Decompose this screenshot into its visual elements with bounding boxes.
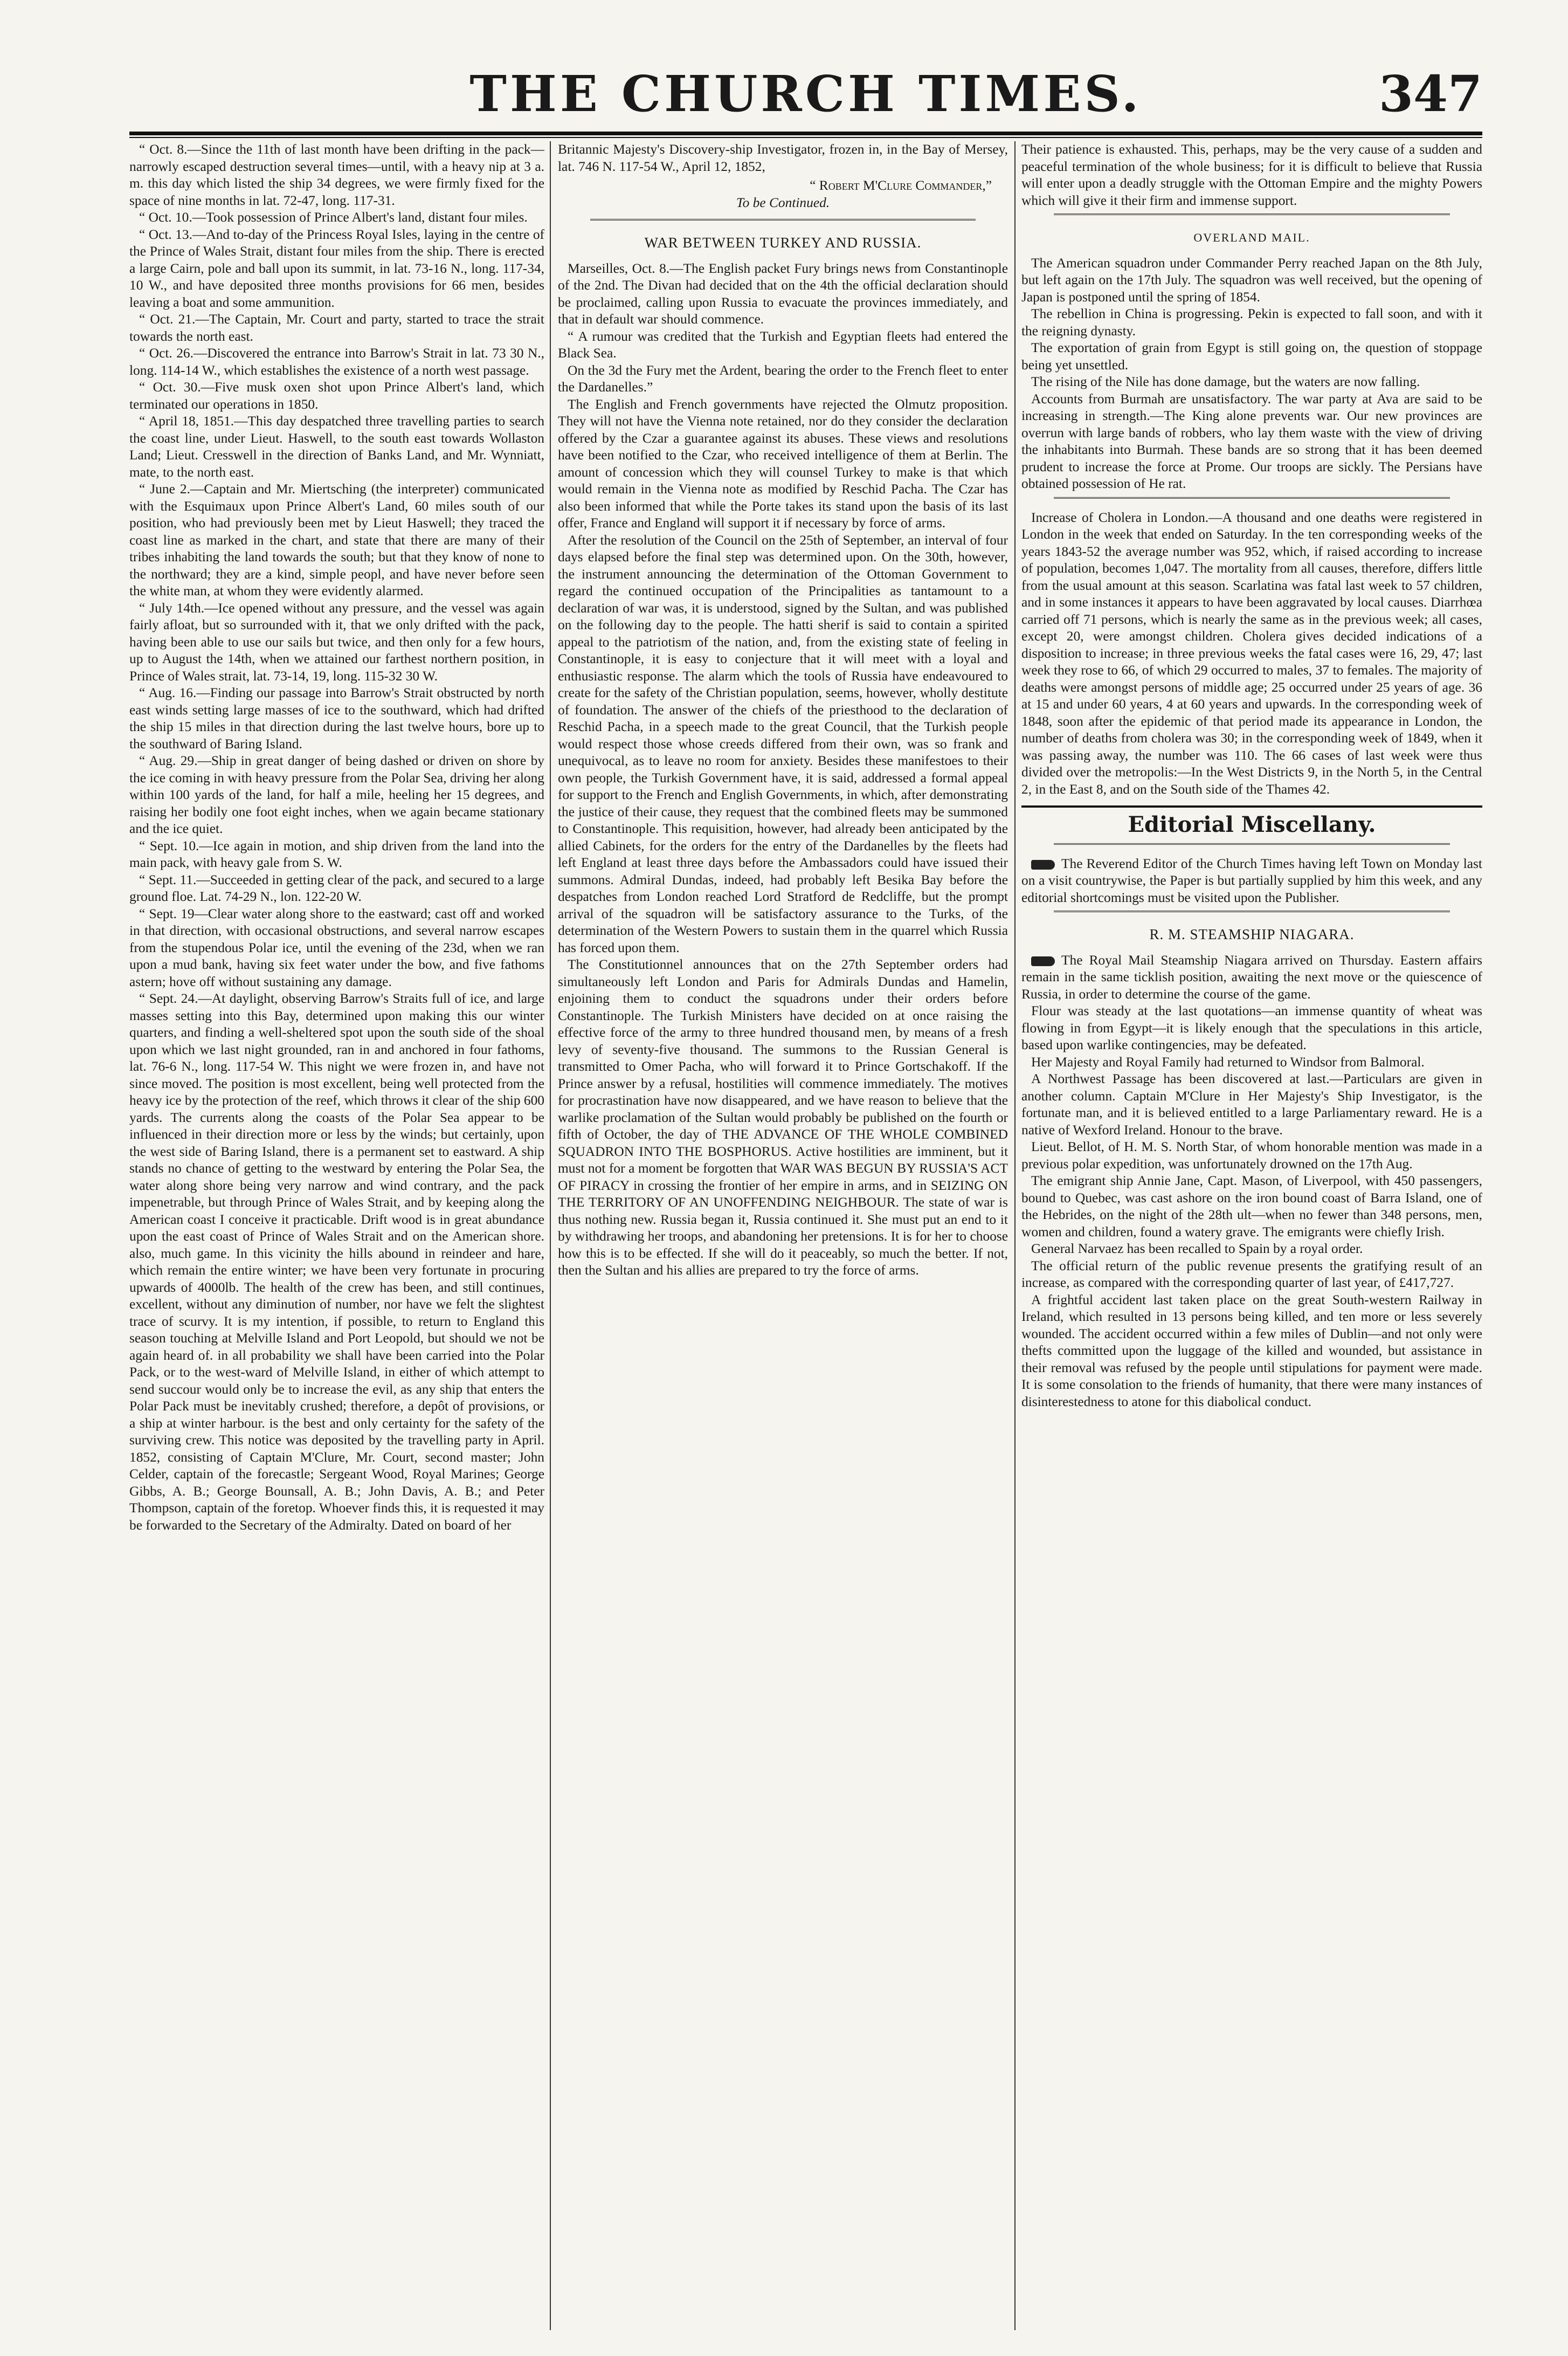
news-item: The emigrant ship Annie Jane, Capt. Mason, of Liverpool, with 450 passengers, bound to Quebec, was cast ashore on the iron bound coast of Barra Island, one of the Hebrides, on the night of the 28th ult—when no fewer than 348 persons, men, women and children, found a watery grave. The emigrants were chiefly Irish. [1021, 1173, 1482, 1239]
news-item: The American squadron under Commander Perry reached Japan on the 8th July, but left again on the 17th July. The squadron was well received, but the opening of Japan is postponed until the spring of 1854. [1021, 255, 1482, 305]
section-heading-overland: OVERLAND MAIL. [1193, 231, 1310, 244]
section-heading-miscellany: Editorial Miscellany. [1128, 812, 1376, 837]
section-rule [1021, 805, 1482, 810]
news-item: The exportation of grain from Egypt is still going on, the question of stoppage being yet unsettled. [1021, 340, 1482, 373]
article-heading: WAR BETWEEN TURKEY AND RUSSIA. [644, 235, 922, 251]
article-paragraph: On the 3d the Fury met the Ardent, bearing the order to the French fleet to enter the Dardanelles.” [558, 362, 1008, 395]
article-paragraph: “ A rumour was credited that the Turkish and Egyptian fleets had entered the Black Sea. [558, 328, 1008, 361]
ornamental-rule [590, 219, 976, 227]
log-entry: “ Sept. 19—Clear water along shore to the eastward; cast off and worked in that direction, with occasional obstructions, and several narrow escapes from the stupendous Polar ice, until the evening of the 23d, when we ran upon a mud bank, having six feet water under the bow, and five fathoms astern; hove off without sustaining any damage. [129, 906, 544, 989]
ornamental-rule [1054, 213, 1450, 222]
article-continuation: Britannic Majesty's Discovery-ship Investigator, frozen in, in the Bay of Mersey, lat. 746 N. 117-54 W., April 12, 1852, [558, 142, 1008, 174]
log-entry: “ Aug. 16.—Finding our passage into Barrow's Strait obstructed by north east winds setting large masses of ice to the southward, which had drifted the ship 15 miles in that direction during the last twelve hours, bore up to the southward of Baring Island. [129, 685, 544, 752]
news-item: The rebellion in China is progressing. Pekin is expected to fall soon, and with it the reigning dynasty. [1021, 306, 1482, 339]
column-divider [550, 141, 551, 2330]
article-paragraph: Marseilles, Oct. 8.—The English packet Fury brings news from Constantinople of the 2nd. The Divan had decided that on the 4th the official declaration should be proclaimed, calling upon Russia to evacuate the provinces immediately, and that in default war should commence. [558, 260, 1008, 327]
article-paragraph: After the resolution of the Council on the 25th of September, an interval of four days elapsed before the final step was determined upon. On the 30th, however, the instrument announcing the determination of the Ottoman Government to regard the continued occupation of the Principalities as tantamount to a declaration of war was, it is understood, signed by the Sultan, and was published on the following day to the people. The hatti sherif is said to contain a spirited appeal to the patriotism of the nation, and, from the existing state of feeling in Constantinople, it is easy to conjecture that it will meet with a loyal and enthusiastic response. The alarm which the tools of Russia have endeavoured to create for the safety of the Christian population, seems, however, wholly destitute of foundation. The answer of the chiefs of the priesthood to the declaration of Reschid Pacha, in a speech made to the great Council, that the Turkish people would respect those whose creeds differed from their own, was so frank and unequivocal, as to leave no room for anxiety. Besides these manifestoes to their own people, the Turkish Government have, it is said, addressed a formal appeal for support to the French and English Governments, in which, after demonstrating the justice of their cause, they request that the combined fleets may be summoned to Constantinople. This requisition, however, had already been anticipated by the allied Cabinets, for the orders for the entry of the Dardanelles by the fleets had left England at least three days before the Ambassadors could have issued their summons. Admiral Dundas, indeed, had probably left Besika Bay before the despatches from London reached Lord Stratford de Redcliffe, but the prompt arrival of the squadron will be satisfactory assurance to the Turks, of the determination of the Western Powers to sustain them in the quarrel which Russia has forced upon them. [558, 532, 1008, 955]
log-entry: “ Sept. 11.—Succeeded in getting clear of the pack, and secured to a large ground floe. Lat. 74-29 N., lon. 122-20 W. [129, 872, 544, 904]
log-entry: “ Oct. 21.—The Captain, Mr. Court and party, started to trace the strait towards the north east. [129, 312, 544, 344]
news-item: The Royal Mail Steamship Niagara arrived on Thursday. Eastern affairs remain in the same ticklish position, awaiting the next move or the quiescence of Russia, in order to determine the course of the game. [1021, 952, 1482, 1002]
masthead [129, 65, 1482, 124]
log-entry: “ Oct. 8.—Since the 11th of last month have been drifting in the pack—narrowly escaped destruction several times—until, with a heavy nip at 3 a. m. this day which listed the ship 34 degrees, we were firmly fixed for the space of nine months in lat. 72-47, long. 117-31. [129, 142, 544, 208]
masthead-rule-thick [129, 132, 1482, 135]
news-item: A frightful accident last taken place on the great South-western Railway in Ireland, which resulted in 13 persons being killed, and ten more or less severely wounded. The accident occurred within a few miles of Dublin—and not only were thefts committed upon the luggage of the killed and wounded, but assistance in their removal was refused by the people until stipulations for payment were made. It is some consolation to the friends of humanity, that there were many instances of disinterestedness to atone for this diabolical conduct. [1021, 1292, 1482, 1409]
news-item: Flour was steady at the last quotations—an immense quantity of wheat was flowing in from Egypt—it is likely enough that the speculations in this article, based upon warlike contingencies, may be defeated. [1021, 1003, 1482, 1052]
article-paragraph: Their patience is exhausted. This, perhaps, may be the very cause of a sudden and peaceful termination of the whole business; for it is difficult to believe that Russia will enter upon a deadly struggle with the Ottoman Empire and the mighty Powers which will give it their firm and immense support. [1021, 142, 1482, 208]
log-entry: “ July 14th.—Ice opened without any pressure, and the vessel was again fairly afloat, but so surrounded with it, that we only drifted with the pack, having been able to use our sails but twice, and then only for a few hours, up to August the 14th, when we attained our farthest northern position, in Prince of Wales strait, lat. 73-14, 19, long. 115-32 30 W. [129, 600, 544, 684]
pointing-hand-icon [1031, 860, 1055, 870]
log-entry: “ April 18, 1851.—This day despatched three travelling parties to search the coast line, under Lieut. Haswell, to the south east towards Wollaston Land; Lieut. Cresswell in the direction of Banks Land, and Mr. Wynniatt, mate, to the north east. [129, 414, 544, 480]
pointing-hand-icon [1031, 956, 1055, 966]
news-item: The official return of the public revenue presents the gratifying result of an increase, as compared with the corresponding quarter of last year, of £417,727. [1021, 1258, 1482, 1290]
cholera-report: Increase of Cholera in London.—A thousand and one deaths were registered in London in the week that ended on Saturday. In the ten corresponding weeks of the years 1843-52 the average number was 952, which, if raised according to increase of population, becomes 1,047. The mortality from all causes, therefore, differs little from the usual amount at this season. Scarlatina was fatal last week to 57 children, and in some instances it appears to have been aggravated by local causes. Diarrhœa carried off 71 persons, which is nearly the same as in the previous week; all cases, except 20, were amongst children. Cholera gives decided indications of a disposition to increase; in three previous weeks the fatal cases were 16, 29, 47; last week they rose to 66, of which 29 occurred to males, 37 to females. The majority of deaths were amongst persons of middle age; 25 occurred under 25 years of age. 36 at 15 and under 60 years, 4 at 60 years and upwards. In the corresponding week of 1848, soon after the epidemic of that period made its appearance in London, the number of deaths from cholera was 30; in the corresponding week of 1849, when it was passing away, the number was 110. The 66 cases of last week were thus divided over the metropolis:—In the West Districts 9, in the North 5, in the Central 2, in the East 8, and on the South side of the Thames 42. [1021, 509, 1482, 797]
log-entry: “ Oct. 10.—Took possession of Prince Albert's land, distant four miles. [139, 210, 528, 225]
column-3 [1021, 141, 1482, 2330]
log-entry: “ June 2.—Captain and Mr. Miertsching (the interpreter) communicated with the Esquimaux upon Prince Albert's Land, 60 miles south of our position, who had previously been met by Lieut Haswell; they traced the coast line as marked in the chart, and state that there are many of their tribes inhabiting the land towards the south; but that they know of none to the northward; they are a kind, simple peopl, and have never before seen the white man, at whom they were evidently alarmed. [129, 481, 544, 598]
continued-note: To be Continued. [736, 195, 830, 210]
log-entry: “ Oct. 26.—Discovered the entrance into Barrow's Strait in lat. 73 30 N., long. 114-14 W., which establishes the existence of a north west passage. [129, 346, 544, 378]
page-number: 347 [1378, 65, 1482, 123]
column-divider [1014, 141, 1016, 2330]
log-entry: “ Aug. 29.—Ship in great danger of being dashed or driven on shore by the ice coming in with heavy pressure from the Polar Sea, driving her along within 100 yards of the land, for half a mile, heeling her 15 degrees, and raising her bodily one foot eight inches, when we again became stationary and the ice quiet. [129, 753, 544, 836]
article-paragraph: The English and French governments have rejected the Olmutz proposition. They will not have the Vienna note retained, nor do they consider the declaration offered by the Czar a guarantee against its abuses. These views and resolutions have been notified to the Czar, who received intelligence of them at Berlin. The amount of concession which they will counsel Turkey to make is that which would remain in the Vienna note as modified by Reschid Pacha. The Czar has also been informed that while the Porte takes its stand upon the basis of its last offer, France and England will support it if necessary by force of arms. [558, 396, 1008, 531]
newspaper-title: THE CHURCH TIMES. [469, 65, 1142, 123]
log-entry: “ Sept. 24.—At daylight, observing Barrow's Straits full of ice, and large masses setting into this Bay, determined upon making this our winter quarters, and finding a well-sheltered spot upon the south side of the shoal upon which we last night grounded, ran in and anchored in four fathoms, lat. 76-6 N., long. 117-54 W. This night we were frozen in, and have not since moved. The position is most excellent, being well protected from the heavy ice by the protection of the reef, which throws it clear of the ship 600 yards. The currents along the coasts of the Polar Sea appear to be influenced in their direction more or less by the winds; but certainly, upon the west side of Baring Island, there is a permanent set to eastward. A ship stands no chance of getting to the westward by entering the Polar Sea, the water along shore being very narrow and wind contrary, and the pack impenetrable, but through Prince of Wales Strait, and by keeping along the American coast I conceive it practicable. Drift wood is in great abundance upon the east coast of Prince of Wales Strait and on the American shore. also, much game. In this vicinity the hills abound in reindeer and hare, which remain the entire winter; we have been very fortunate in procuring upwards of 4000lb. The health of the crew has been, and still continues, excellent, without any diminution of number, nor have we felt the slightest trace of scurvy. It is my intention, if possible, to return to England this season touching at Melville Island and Port Leopold, but should we not be again heard of. in all probability we shall have been carried into the Polar Pack, or to the west-ward of Melville Island, in either of which attempt to send succour would only be to increase the evil, as any ship that enters the Polar Pack must be inevitably crushed; therefore, a depôt of provisions, or a ship at winter harbour. is the best and only certainty for the safety of the surviving crew. This notice was deposited by the travelling party in April. 1852, consisting of Captain M'Clure, Mr. Court, second master; John Celder, captain of the forecastle; Sergeant Wood, Royal Marines; George Gibbs, A. B.; George Bounsall, A. B.; John Davis, A. B.; and Peter Thompson, captain of the foretop. Whoever finds this, it is requested it may be forwarded to the Secretary of the Admiralty. Dated on board of her [129, 991, 544, 1533]
news-item: The rising of the Nile has done damage, but the waters are now falling. [1031, 374, 1420, 389]
log-entry: “ Sept. 10.—Ice again in motion, and ship driven from the land into the main pack, with heavy gale from S. W. [129, 838, 544, 870]
editor-note: The Reverend Editor of the Church Times having left Town on Monday last on a visit countrywise, the Paper is but partially supplied by him this week, and any editorial shortcomings must be visited upon the Publisher. [1021, 856, 1482, 905]
news-item: Lieut. Bellot, of H. M. S. North Star, of whom honorable mention was made in a previous polar expedition, was unfortunately drowned on the 17th Aug. [1021, 1139, 1482, 1172]
news-item: A Northwest Passage has been discovered at last.—Particulars are given in another column. Captain M'Clure in Her Majesty's Ship Investigator, is the fortunate man, and it is believed entitled to a large Parliamentary reward. He is a native of Wexford Ireland. Honour to the brave. [1021, 1071, 1482, 1138]
signature: “ Robert M'Clure Commander,” [810, 178, 992, 193]
ornamental-rule [1054, 911, 1450, 919]
news-item: General Narvaez has been recalled to Spain by a royal order. [1031, 1241, 1363, 1256]
article-paragraph: The Constitutionnel announces that on the 27th September orders had simultaneously left London and Paris for Admirals Dundas and Hamelin, enjoining them to conduct the squadrons under their orders before Constantinople. The Turkish Ministers have decided on at once raising the effective force of the army to three hundred thousand men, by means of a fresh levy of seventy-five thousand. The summons to the Russian General is transmitted to Omer Pacha, who will forward it to Prince Gortschakoff. If the Prince answer by a refusal, hostilities will commence immediately. The motives for procrastination have now disappeared, and we have reason to believe that the warlike proclamation of the Sultan would probably be published on the fourth or fifth of October, the day of THE ADVANCE OF THE WHOLE COMBINED SQUADRON INTO THE BOSPHORUS. Active hostilities are imminent, but it must not for a moment be forgotten that WAR WAS BEGUN BY RUSSIA'S ACT OF PIRACY in crossing the frontier of her empire in arms, and in SEIZING ON THE TERRITORY OF AN UNOFFENDING NEIGHBOUR. The state of war is thus nothing new. Russia began it, Russia continued it. She must put an end to it by withdrawing her troops, and abandoning her pretensions. It is for her to choose how this is to be effected. If she will do it peaceably, so much the better. If not, then the Sultan and his allies are prepared to try the force of arms. [558, 957, 1008, 1278]
ornamental-rule [1054, 497, 1450, 505]
ornamental-rule [1054, 843, 1450, 851]
news-item: Her Majesty and Royal Family had returned to Windsor from Balmoral. [1031, 1054, 1425, 1070]
section-heading-niagara: R. M. STEAMSHIP NIAGARA. [1149, 926, 1355, 942]
column-2 [558, 141, 1008, 2330]
column-1 [129, 141, 544, 2330]
log-entry: “ Oct. 13.—And to-day of the Princess Royal Isles, laying in the centre of the Prince of Wales Strait, distant four miles from the ship. There is erected a large Cairn, pole and ball upon its summit, in lat. 73-16 N., long. 117-34, 10 W., and have deposited three months provisions for 66 men, besides leaving a boat and some ammunition. [129, 226, 544, 310]
news-item: Accounts from Burmah are unsatisfactory. The war party at Ava are said to be increasing in strength.—The King alone prevents war. Our new provinces are overrun with large bands of robbers, who lay them waste with the view of driving the inhabitants into Burmah. These bands are so strong that it has been deemed prudent to increase the force at Prome. Our troops are sickly. The Persians have obtained possession of He rat. [1021, 391, 1482, 491]
log-entry: “ Oct. 30.—Five musk oxen shot upon Prince Albert's land, which terminated our operations in 1850. [129, 380, 544, 412]
masthead-rule-thin [129, 137, 1482, 138]
